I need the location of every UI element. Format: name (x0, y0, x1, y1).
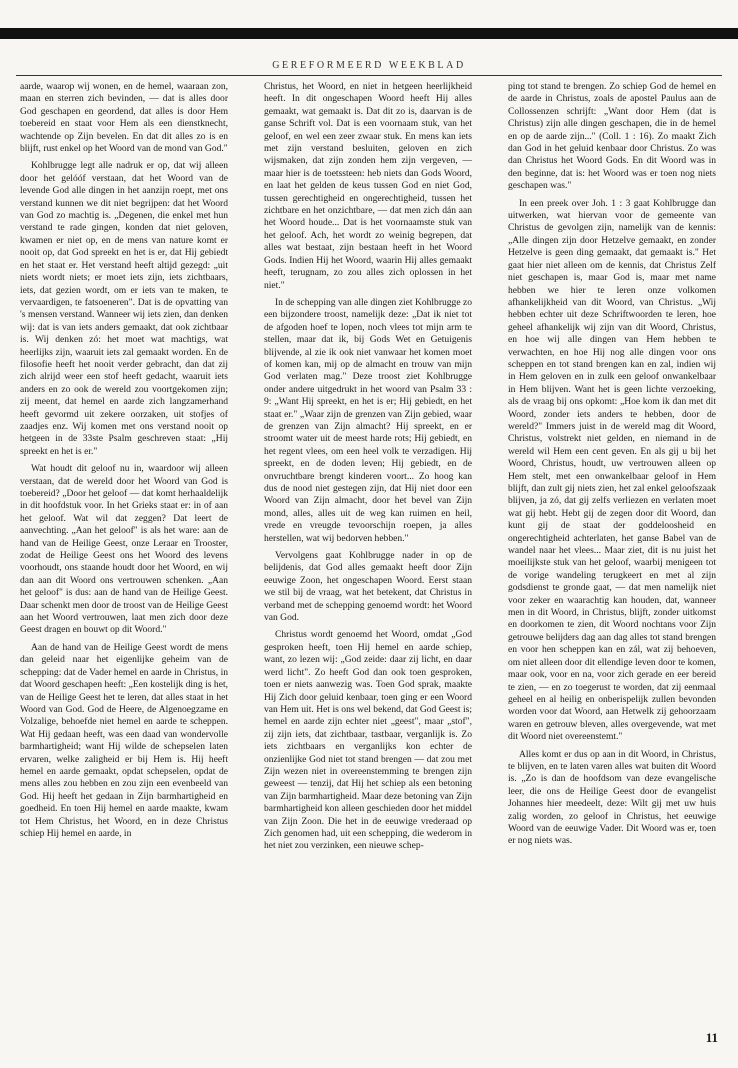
paragraph: ping tot stand te brengen. Zo schiep God de hemel en de aarde in Christus, zoals de apostel Paulus aan de Collossenzen schrijft: „Want door Hem (dat is Christus) zijn alle dingen geschapen, die in de hemel en op de aarde zijn..." (Coll. 1 : 16). Zo maakt Zich dan God in het geluid kenbaar door Christus. Zo was dan Christus het Woord Gods. En dit Woord was in den beginne, dat is: het Woord was er toen nog niets geschapen was." (508, 81, 716, 192)
paragraph: In een preek over Joh. 1 : 3 gaat Kohlbrugge dan uitwerken, wat hiervan voor de gemeente van Christus de gevolgen zijn, namelijk van de kennis: „Alle dingen zijn door Hetzelve gemaakt, en zonder Hetzelve is geen ding gemaakt, dat gemaakt is." Het gaat hier niet alleen om de kennis, dat Christus Zelf niet geschapen is, maar God is, maar met name hebben we hier te leren onze volkomen afhankelijkheid van dit Woord, van Christus. „Wij hebben echter uit deze Schriftwoorden te leren, hoe geheel afhankelijk wij zijn van dit Woord, Christus, en hoe wij alle dingen van Hem hebben te verwachten, en hoe Hij nog alle dingen voor ons scheppen en tot stand brengen kan en zal, indien wij in Hem geloven en in zulk een geloof onwankelbaar in Hem blijven. Want het is geen lichte verzoeking, als de vraag bij ons opkomt: „Hoe kom ik dan met dit Woord, zonder iets anders te hebben, door de wereld?" Immers juist in de wereld mag dit Woord, Christus, volstrekt niet gelden, en niemand in de wereld wil Hem een cent geven. En als gij u bij het Woord, Christus, houdt, uw vertrouwen alleen op Hem stelt, met een onwankelbaar geloof in Hem blijft, dan zult gij niets zien, het zal enkel geloofszaak blijven, ja zó, dat gij zelfs verliezen en verlaten moet wat gij hebt. Hebt gij de zegen door dit Woord, dan kunt gij de staat der goddeloosheid en ongerechtigheid achterlaten, het ganse Babel van de wandel naar het vlees... Maar ziet, dit is nu juist het moeilijkste stuk van het geloof, waarbij menigeen tot de vorige wandeling terugkeert en met al zijn godsdienst te gronde gaat, — dat men namelijk niet voor zeker en waarachtig kan houden, dat, wanneer men in dit Woord, in Christus, blijft, zonder uitkomst en doorkomen te zien, dit Woord nochtans voor Zijn getrouwe belijders dag aan dag alles tot stand brengen en voor hen scheppen kan en zál, wat zij behoeven, om niet alleen door dit ellendige leven door te komen, maar ook, voor en na, voor zich gerade en eer bereid te zien, — en zo toegerust te worden, dat zij eenmaal geheel en al heilig en onberispelijk zullen bevonden worden voor dat Woord, aan Hetwelk zij gehoorzaam waren en getrouw bleven, alles overgevende, wat met dit Woord niet overeenstemt." (508, 197, 716, 743)
paragraph: In de schepping van alle dingen ziet Kohlbrugge zo een bijzondere troost, namelijk deze: „Dat ik niet tot de afgoden hoef te lopen, noch vlees tot mijn arm te stellen, maar dat ik, bij Gods Wet en Getuigenis blijvende, al zie ik ook niet vanwaar het komen moet of komen kan, mij op de almacht en trouw van mijn God verlaten mag." Deze troost ziet Kohlbrugge onder andere uitgedrukt in het woord van Psalm 33 : 9: „Want Hij spreekt, en het is er; Hij gebiedt, en het staat er." „Waar zijn de grenzen van Zijn gebied, waar de grenzen van Zijn almacht? Hij spreekt, en er stroomt water uit de meest harde rots; Hij gebiedt, en het regent vlees, om een heel volk te verzadigen. Hij spreekt, en de doden leven; Hij gebiedt, en de onvruchtbare brengt kinderen voort... Zo hoog kan dus de nood niet gestegen zijn, dat Hij niet door een Woord van Zijn almacht, door het bevel van Zijn mond, alles, alles uit de weg kan ruimen en heil, vrede en vreugde tevoorschijn roepen, ja alles herstellen, wat wij bedorven hebben." (264, 296, 472, 544)
text-column-2 (264, 81, 472, 1021)
page-number: 11 (705, 1030, 718, 1045)
paragraph: Christus, het Woord, en niet in hetgeen heerlijkheid heeft. In dit ongeschapen Woord heeft Hij alles gemaakt, wat gemaakt is. Dat dit zo is, daarvan is de ganse Schrift vol. Dat is een voornaam stuk, van het geloof, en wel een zeer zwaar stuk. En mens kan iets met zijn verstand besluiten, geloven en zich wijsmaken, dat zijn zonden hem zijn vergeven, — maar hier is de toetssteen: heb niets dan Gods Woord, en laat het gelden de keus tussen God en niet God, tussen gerechtigheid en ongerechtigheid, tussen het zichtbare en het onzichtbare, — dat men zich dán aan het Woord houde... Dat is het voornaamste stuk van het geloof. Ach, het wordt zo weinig begrepen, dat alles wat bestaat, zijn bestaan heeft in het Woord Gods. Indien Hij het Woord, waarin Hij alles gemaakt heeft, terugnam, zo zou alles zich oplossen in het niet." (264, 81, 472, 291)
text-column-1 (20, 81, 228, 1021)
paragraph: Christus wordt genoemd het Woord, omdat „God gesproken heeft, toen Hij hemel en aarde schiep, want, zo lezen wij: „God zeide: daar zij licht, en daar werd licht". Zo heeft God dan ook toen gesproken, toen er niets aanwezig was. Toen God sprak, maakte Hij Zich door geluid kenbaar, toen ging er een Woord van Hem uit. Het is ons wel bekend, dat God Geest is; hemel en aarde zijn echter niet „geest", maar „stof", zij zijn iets, dat zichtbaar, tastbaar, verganlijk is. Zo iets zichtbaars en verganlijks kon echter de onzienlijke God niet tot stand brengen — dat zou met Zijn wezen niet in overeenstemming te brengen zijn geweest — tenzij, dat Hij het schiep als een betoning van Zijn barmhartigheid. Maar deze betoning van Zijn barmhartigheid kon alleen geschieden door het middel van Zijn Zoon. Die het in de eeuwige vrederaad op Zich genomen had, uit een schepping, die wederom in het niet zou verzinken, een nieuwe schep- (264, 629, 472, 852)
page-header-title: GEREFORMEERD WEEKBLAD (272, 60, 466, 71)
header-bar (0, 28, 738, 39)
header-rule (16, 75, 722, 76)
text-column-3 (508, 81, 716, 1021)
paragraph: Vervolgens gaat Kohlbrugge nader in op de belijdenis, dat God alles gemaakt heeft door Zijn eeuwige Zoon, het ongeschapen Woord. Eerst staan we stil bij de vraag, wat het betekent, dat Christus in verband met de schepping genoemd wordt: het Woord van God. (264, 550, 472, 624)
paragraph: aarde, waarop wij wonen, en de hemel, waaraan zon, maan en sterren zich bevinden, — dat is alles door God geschapen en geordend, dat alles is door Hem toebereid en staat voor Hem als een dienstknecht, wachtende op Zijn bevelen. En dat dit alles zo is en blijft, rust enkel op het Woord van de mond van God." (20, 81, 228, 155)
paragraph: Aan de hand van de Heilige Geest wordt de mens dan geleid naar het eigenlijke geheim van de schepping: dat de Vader hemel en aarde in Christus, in dat Woord geschapen heeft: „Een kostelijk ding is het, van de Heilige Geest het te leren, dat alles staat in het Woord van God. God de Heere, de Algenoegzame en Volzalige, behoefde niet hemel en aarde te scheppen. Wat Hij gedaan heeft, was een daad van wondervolle barmhartigheid; want Hij wilde de schepselen laten ervaren, welke zaligheid er bij Hem is. Hij heeft hemel en aarde gemaakt, opdat schepselen, opdat de mens alles zou hebben en zou zijn een evenbeeld van God. Hij heeft het gedaan in Zijn barmhartigheid en goedheid. En toen Hij hemel en aarde maakte, kwam tot Hem Christus, het Woord, en in deze Christus schiep Hij hemel en aarde, in (20, 641, 228, 839)
paragraph: Wat houdt dit geloof nu in, waardoor wij alleen verstaan, dat de wereld door het Woord van God is toebereid? „Door het geloof — dat komt herhaaldelijk in dit hoofdstuk voor. In het Grieks staat er: in of aan het geloof. Wat wil dat zeggen? Dat leert de aanvechting. „Aan het geloof" is als het ware: aan de hand van de Heilige Geest, onze Leraar en Trooster, zodat de Heilige Geest ons het Woord des levens voorhoudt, ons staande houdt door het Woord, en wij dan aan dit Woord ons vertrouwen schenken. „Aan het geloof" is dus: aan de hand van de Heilige Geest. Daar schenkt men door de troost van de Heilige Geest aan het Woord vertrouwen, laat men zich door deze Geest dragen en bouwt op dit Woord." (20, 463, 228, 636)
paragraph: Kohlbrugge legt alle nadruk er op, dat wij alleen door het gelóóf verstaan, dat het Woord van de levende God alle dingen in het aanzijn roept, met ons verstand kunnen we dit niet begrijpen: dat het Woord van God zo machtig is. „Degenen, die enkel met hun verstand te rade gingen, konden dat niet geloven, kwamen er niet op, en de mens van nature komt er nooit op, dat God spreekt en het is er, dat Hij gebiedt en het staat er. Het verstand heeft altijd gezegd: „uit niets wordt niets; er moet iets zijn, iets zichtbaars, iets, dat gezien wordt, om er iets van te maken, te vervaardigen, te fatsoeneren". Dat is de opvatting van 's mensen verstand. Wanneer wij iets zien, dan denken wij: dat is van iets anders gemaakt, dat ook zichtbaar is. Wij denken zó: het moet wat machtigs, wat heerlijks zijn, waaruit iets zal gemaakt worden. En de filosofie heeft het nooit verder gebracht, dan dat zij zich alrijd weer een stof heeft gedacht, waaruit iets anders en zo ook de wereld zou voortgekomen zijn; zij meent, dat hemel en aarde zich langzamerhand heeft gevormd uit zekere oorzaken, uit stofjes of zaadjes enz. Wij komen met ons verstand nooit op hetgeen in de 33ste Psalm geschreven staat: „Hij spreekt en het is er." (20, 160, 228, 457)
paragraph: Alles komt er dus op aan in dit Woord, in Christus, te blijven, en te laten varen alles wat buiten dit Woord is. „Zo is dan de hoofdsom van deze evangelische leer, die ons de Heilige Geest door de evangelist Johannes hier meedeelt, deze: Wilt gij met uw huis zalig worden, zo geloof in Christus, het eeuwige Woord van de eeuwige Vader. Dit Woord was er, toen er nog niets was. (508, 748, 716, 847)
